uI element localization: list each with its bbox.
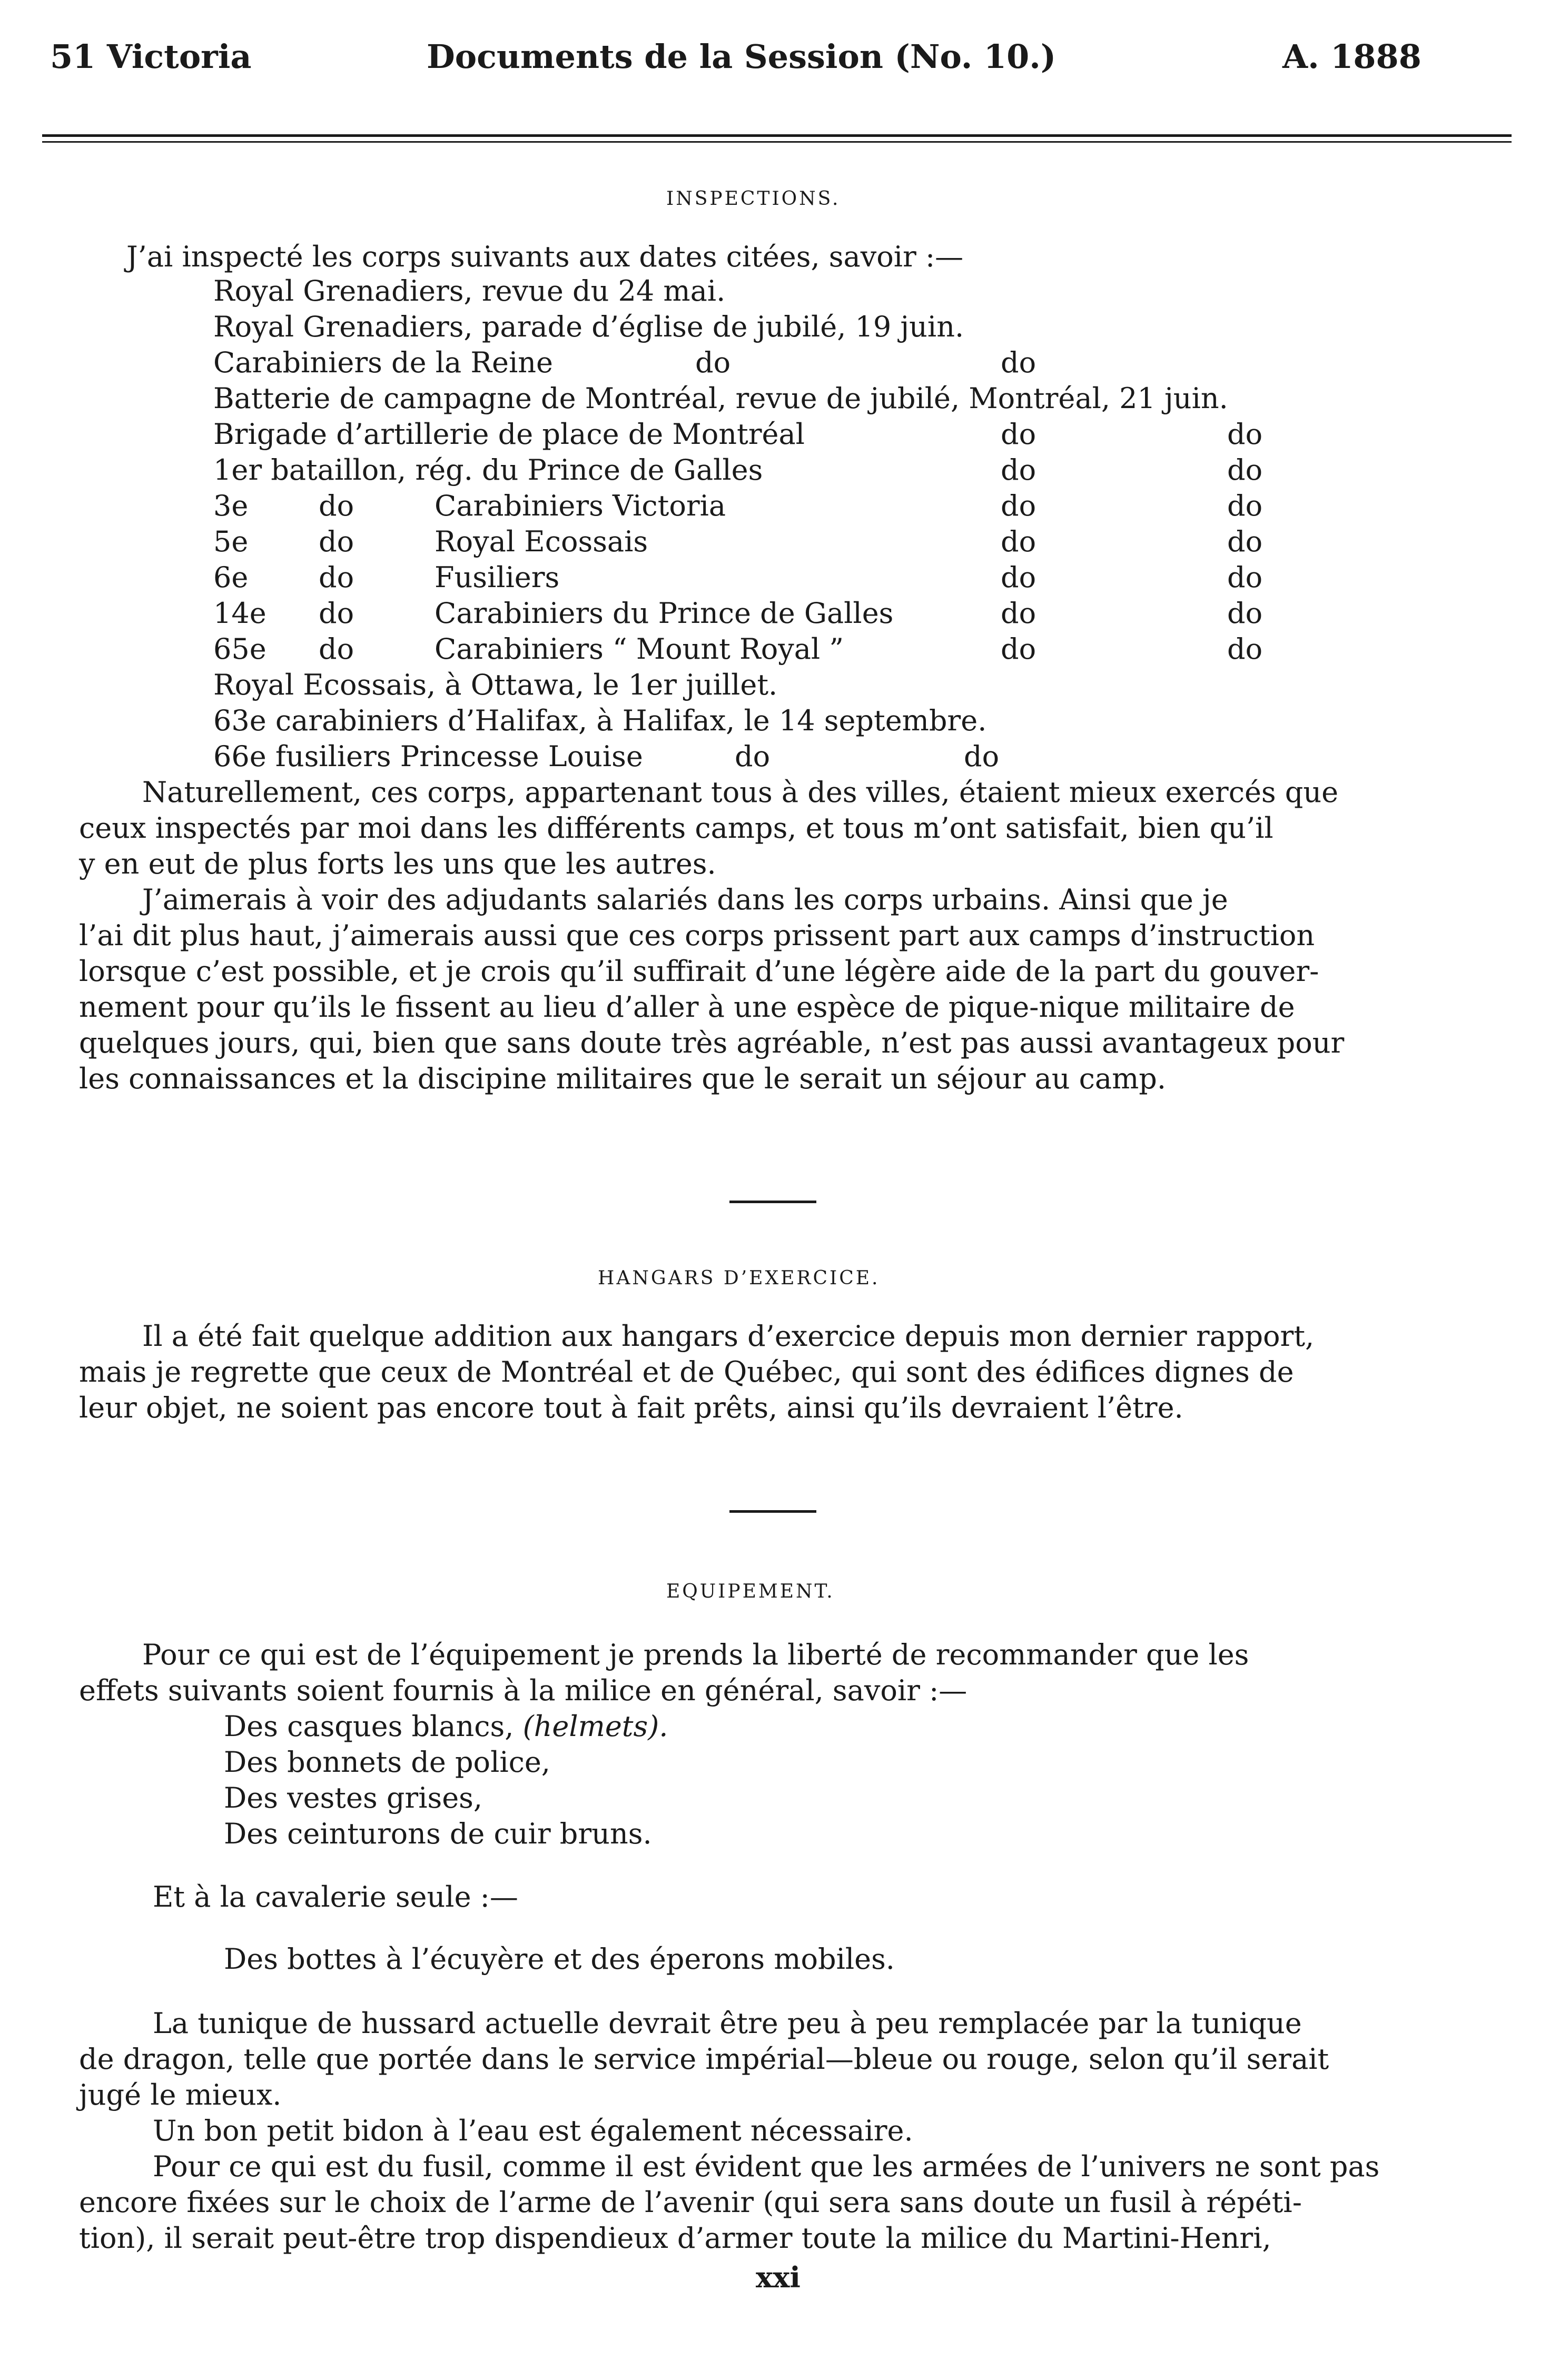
paragraph-line: Pour ce qui est du fusil, comme il est évident que les armées de l’univers ne sont pas [153, 2150, 1380, 2183]
ditto-mark: do [1001, 418, 1036, 451]
ditto-mark: do [319, 561, 354, 594]
inspections-heading: INSPECTIONS. [666, 188, 841, 210]
paragraph-line: Naturellement, ces corps, appartenant tous à des villes, étaient mieux exercés que [142, 776, 1339, 809]
paragraph-line: mais je regrette que ceux de Montréal et de Québec, qui sont des édifices dignes de [79, 1355, 1294, 1389]
section-divider [729, 1510, 816, 1513]
hangars-heading: HANGARS D’EXERCICE. [598, 1267, 880, 1289]
paragraph-line: de dragon, telle que portée dans le service impérial—bleue ou rouge, selon qu’il serait [79, 2042, 1329, 2076]
list-item: Batterie de campagne de Montréal, revue de jubilé, Montréal, 21 juin. [213, 382, 1228, 415]
ditto-mark: do [1001, 489, 1036, 522]
ditto-mark: do [1001, 346, 1036, 379]
list-item: 3e [213, 489, 249, 522]
paragraph-line: ceux inspectés par moi dans les différents camps, et tous m’ont satisfait, bien qu’il [79, 811, 1273, 845]
paragraph-line: J’aimerais à voir des adjudants salariés dans les corps urbains. Ainsi que je [142, 883, 1228, 916]
ditto-mark: do [1001, 453, 1036, 487]
paragraph-line: encore fixées sur le choix de l’arme de l’avenir (qui sera sans doute un fusil à répéti- [79, 2186, 1302, 2219]
header-rule-bottom [42, 141, 1512, 143]
paragraph-line: effets suivants soient fournis à la milice en général, savoir :— [79, 1674, 967, 1707]
list-item: Royal Ecossais, à Ottawa, le 1er juillet. [213, 668, 778, 701]
list-item: Brigade d’artillerie de place de Montréal [213, 418, 805, 451]
ditto-mark: do [1227, 453, 1263, 487]
list-item: 6e [213, 561, 249, 594]
inspections-intro: J’ai inspecté les corps suivants aux dates citées, savoir :— [126, 240, 964, 273]
ditto-mark: do [695, 346, 731, 379]
ditto-mark: do [1227, 525, 1263, 558]
ditto-mark: do [1227, 489, 1263, 522]
list-item: 1er bataillon, rég. du Prince de Galles [213, 453, 763, 487]
paragraph-line: La tunique de hussard actuelle devrait être peu à peu remplacée par la tunique [153, 2007, 1302, 2040]
paragraph-line: l’ai dit plus haut, j’aimerais aussi que ces corps prissent part aux camps d’instruction [79, 919, 1315, 952]
equipment-item: Des vestes grises, [224, 1781, 483, 1814]
section-divider [729, 1201, 816, 1203]
paragraph-line: tion), il serait peut-être trop dispendieux d’armer toute la milice du Martini-Henri, [79, 2222, 1271, 2255]
list-item: Carabiniers “ Mount Royal ” [435, 632, 844, 666]
list-item: 5e [213, 525, 249, 558]
ditto-mark: do [735, 740, 771, 773]
list-item: 14e [213, 597, 266, 630]
ditto-mark: do [1227, 418, 1263, 451]
ditto-mark: do [319, 632, 354, 666]
list-item: Carabiniers du Prince de Galles [435, 597, 894, 630]
list-item: Royal Grenadiers, revue du 24 mai. [213, 274, 726, 308]
header-center: Documents de la Session (No. 10.) [427, 37, 1057, 76]
ditto-mark: do [1227, 632, 1263, 666]
list-item: Carabiniers Victoria [435, 489, 726, 522]
equipment-item: Des casques blancs, [224, 1710, 514, 1743]
cavalry-item: Des bottes à l’écuyère et des éperons mobiles. [224, 1942, 895, 1976]
paragraph-line: lorsque c’est possible, et je crois qu’il suffirait d’une légère aide de la part du gouver- [79, 955, 1319, 988]
list-item: 65e [213, 632, 266, 666]
paragraph-line: Pour ce qui est de l’équipement je prends la liberté de recommander que les [142, 1638, 1249, 1671]
list-item: Carabiniers de la Reine [213, 346, 553, 379]
ditto-mark: do [1227, 561, 1263, 594]
ditto-mark: do [1001, 597, 1036, 630]
list-item: 63e carabiniers d’Halifax, à Halifax, le 14 septembre. [213, 704, 987, 737]
helmets-note: (helmets). [522, 1710, 668, 1743]
cavalry-intro: Et à la cavalerie seule :— [153, 1880, 518, 1913]
ditto-mark: do [1001, 525, 1036, 558]
list-item [224, 1709, 668, 1744]
paragraph-line: jugé le mieux. [79, 2078, 282, 2111]
ditto-mark: do [964, 740, 1000, 773]
paragraph-line: y en eut de plus forts les uns que les autres. [79, 847, 716, 880]
paragraph-line: nement pour qu’ils le fissent au lieu d’aller à une espèce de pique-nique militaire de [79, 990, 1295, 1024]
ditto-mark: do [319, 489, 354, 522]
ditto-mark: do [1001, 632, 1036, 666]
ditto-mark: do [319, 525, 354, 558]
page-number: xxi [756, 2260, 801, 2294]
list-item: Royal Ecossais [435, 525, 648, 558]
ditto-mark: do [319, 597, 354, 630]
ditto-mark: do [1001, 561, 1036, 594]
equipement-heading: EQUIPEMENT. [666, 1581, 835, 1602]
header-rule-top [42, 134, 1512, 137]
paragraph-line: les connaissances et la discipine militaires que le serait un séjour au camp. [79, 1062, 1167, 1095]
paragraph-line: Un bon petit bidon à l’eau est également nécessaire. [153, 2114, 913, 2147]
equipment-item: Des bonnets de police, [224, 1746, 550, 1779]
list-item: Royal Grenadiers, parade d’église de jubilé, 19 juin. [213, 310, 964, 343]
header-right: A. 1888 [1282, 37, 1421, 76]
paragraph-line: leur objet, ne soient pas encore tout à fait prêts, ainsi qu’ils devraient l’être. [79, 1391, 1183, 1424]
ditto-mark: do [1227, 597, 1263, 630]
list-item: 66e fusiliers Princesse Louise [213, 740, 643, 773]
paragraph-line: quelques jours, qui, bien que sans doute très agréable, n’est pas aussi avantageux pour [79, 1026, 1345, 1059]
list-item: Fusiliers [435, 561, 560, 594]
header-left: 51 Victoria [50, 37, 252, 76]
equipment-item: Des ceinturons de cuir bruns. [224, 1817, 652, 1850]
paragraph-line: Il a été fait quelque addition aux hangars d’exercice depuis mon dernier rapport, [142, 1320, 1315, 1353]
